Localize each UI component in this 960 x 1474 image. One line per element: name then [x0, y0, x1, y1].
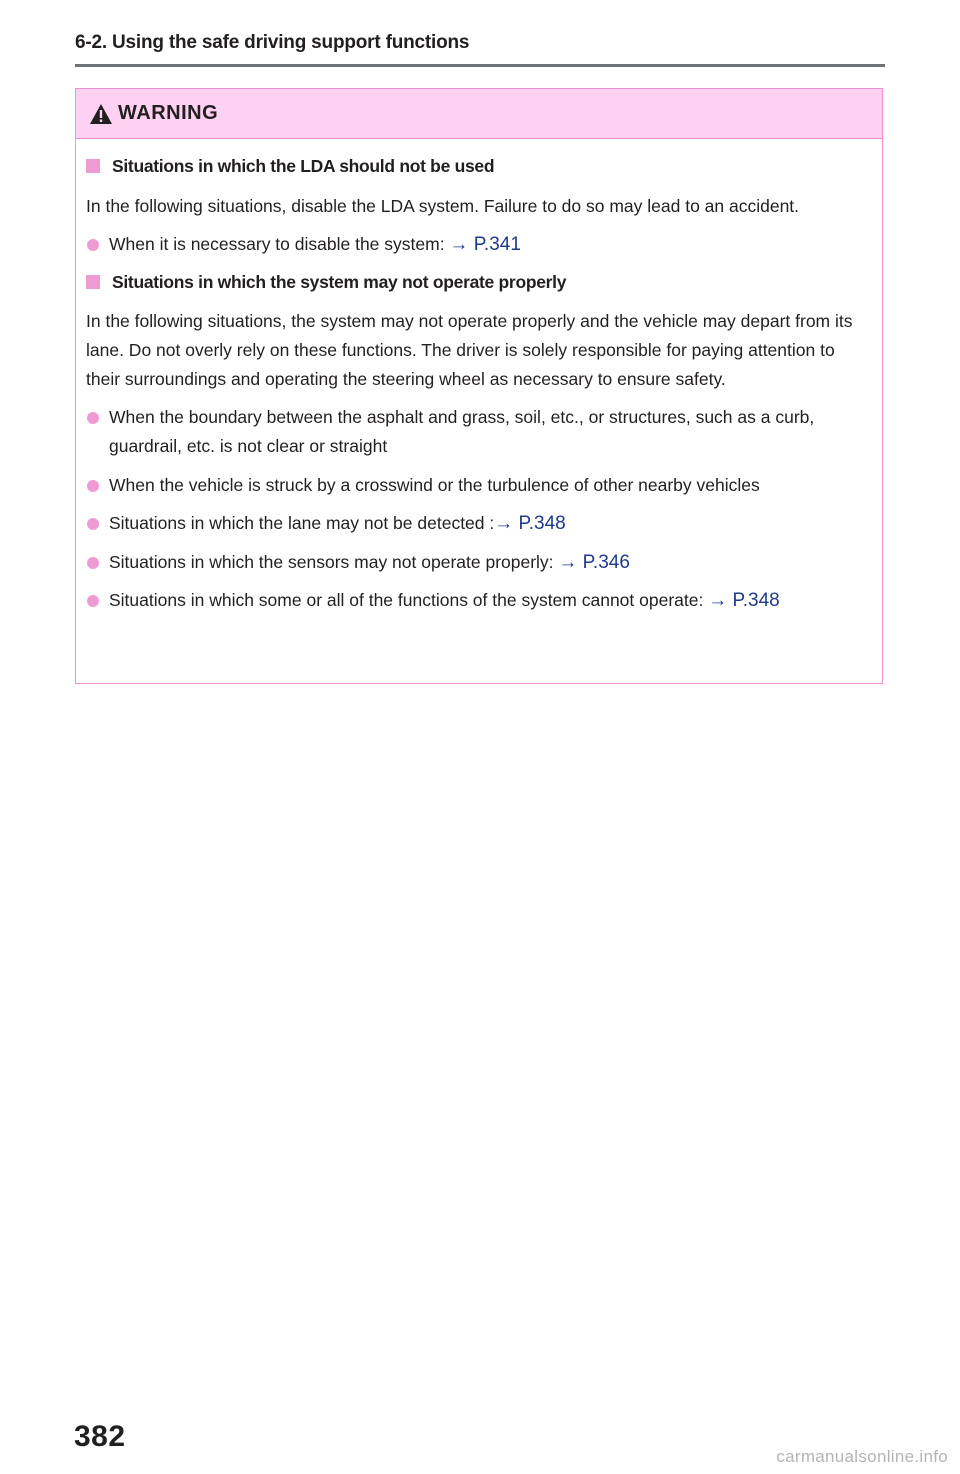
- warning-body: [76, 139, 882, 615]
- bullet-dot-icon: [87, 557, 99, 569]
- page-reference-link[interactable]: → P.348: [494, 513, 566, 534]
- header-divider: [75, 64, 885, 67]
- square-bullet-icon: [86, 275, 100, 289]
- list-item: When it is necessary to disable the system: → P.341: [86, 230, 868, 259]
- section-title: 6-2. Using the safe driving support functions: [75, 32, 470, 53]
- page-number: 382: [74, 1420, 126, 1453]
- bullet-dot-icon: [87, 480, 99, 492]
- warning-triangle-icon: [88, 102, 114, 126]
- page-header: [75, 28, 885, 58]
- page-reference-link[interactable]: → P.341: [449, 234, 521, 255]
- section-heading: Situations in which the LDA should not be used: [86, 153, 868, 179]
- bullet-dot-icon: [87, 595, 99, 607]
- section-heading: Situations in which the system may not operate properly: [86, 269, 868, 295]
- list-item: Situations in which some or all of the functions of the system cannot operate: → P.348: [86, 586, 868, 615]
- page-reference-link[interactable]: → P.348: [708, 590, 780, 611]
- list-item: Situations in which the sensors may not operate properly: → P.346: [86, 548, 868, 577]
- section-paragraph: In the following situations, disable the LDA system. Failure to do so may lead to an accident.: [86, 196, 800, 216]
- list-item: When the vehicle is struck by a crosswind or the turbulence of other nearby vehicles: [86, 471, 868, 500]
- page-reference-link[interactable]: → P.346: [558, 552, 630, 573]
- bullet-dot-icon: [87, 239, 99, 251]
- list-item: Situations in which the lane may not be detected :→ P.348: [86, 509, 868, 538]
- square-bullet-icon: [86, 159, 100, 173]
- list-item: When the boundary between the asphalt and grass, soil, etc., or structures, such as a curb, guardrail, etc. is not clear or straight: [86, 403, 868, 461]
- bullet-dot-icon: [87, 412, 99, 424]
- warning-header: [76, 89, 882, 139]
- bullet-dot-icon: [87, 518, 99, 530]
- warning-label: WARNING: [118, 102, 219, 124]
- section-paragraph: In the following situations, the system may not operate properly and the vehicle may depart from its lane. Do not overly rely on these functions. The driver is solely responsible for paying attention to their surroundings and operating the steering wheel as necessary to ensure safety.: [86, 311, 853, 389]
- watermark: carmanualsonline.info: [776, 1447, 948, 1466]
- warning-box: [75, 88, 883, 684]
